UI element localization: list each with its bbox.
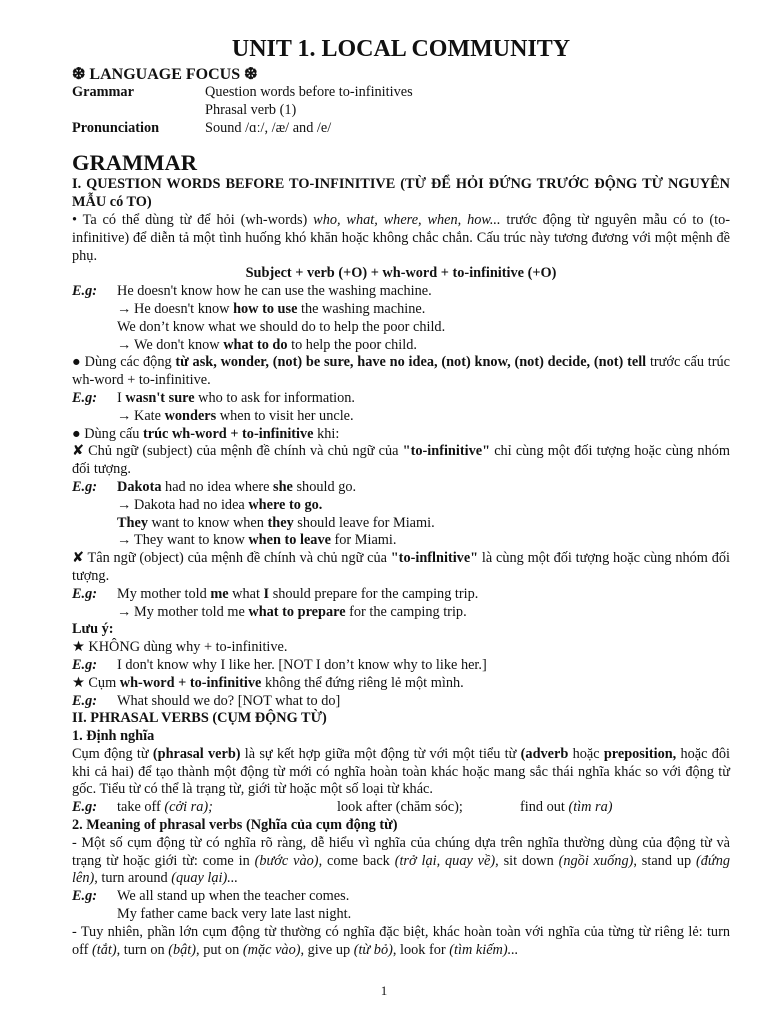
example-rewrite: → He doesn't know how to use the washing machine. (117, 300, 426, 317)
note-item: ★ KHÔNG dùng why + to-infinitive. (72, 639, 288, 656)
definition-paragraph: Cụm động từ (phrasal verb) là sự kết hợp giữa một động từ với một tiểu từ (adverb hoặc preposition, hoặc đôi khi cả hai) để tạo thành một động từ mới có nghĩa hoàn toàn khác hoặc mang sắc thái nghĩa khác so với động từ gốc. Tiểu từ có thể là trạng từ, giới từ hoặc một số loại từ khác. (72, 745, 731, 798)
example-rewrite: → They want to know when to leave for Miami. (117, 532, 397, 549)
pronunciation-row (72, 120, 730, 138)
bullet-paragraph: ● Dùng cấu trúc wh-word + to-infinitive khi: (72, 425, 340, 442)
note-item: ★ Cụm wh-word + to-infinitive không thể đứng riêng lẻ một mình. (72, 674, 464, 691)
pronunciation-label: Pronunciation (72, 119, 160, 136)
section-2-heading: II. PHRASAL VERBS (CỤM ĐỘNG TỪ) (72, 710, 327, 727)
grammar-row (72, 84, 730, 102)
eg-label: E.g: (72, 389, 98, 406)
eg-label: E.g: (72, 888, 98, 905)
example: E.g: I don't know why I like her. [NOT I don’t know why to like her.] (72, 656, 487, 673)
eg-label: E.g: (72, 692, 98, 709)
eg-label: E.g: (72, 478, 98, 495)
subheading-meaning: 2. Meaning of phrasal verbs (Nghĩa của cụm động từ) (72, 817, 398, 834)
arrow-right-icon: → (117, 300, 132, 317)
page-content (72, 34, 730, 959)
bullet-paragraph: ● Dùng các động từ ask, wonder, (not) be sure, have no idea, (not) know, (not) decide, (not) tell trước cấu trúc wh-word + to-infinitive. (72, 354, 730, 389)
example: E.g: We all stand up when the teacher comes. (72, 888, 350, 905)
grammar-item: Phrasal verb (1) (205, 101, 297, 118)
eg-label: E.g: (72, 656, 98, 673)
condition-paragraph: ✘ Chủ ngữ (subject) của mệnh đề chính và chủ ngữ của "to-infinitive" chỉ cùng một đối tượng hoặc cùng nhóm đối tượng. (72, 443, 730, 478)
page-title: UNIT 1. LOCAL COMMUNITY (231, 36, 571, 62)
formula: Subject + verb (+O) + wh-word + to-infinitive (+O) (245, 265, 557, 282)
subheading-definition: 1. Định nghĩa (72, 728, 155, 745)
eg-label: E.g: (72, 283, 98, 300)
eg-label: E.g: (72, 585, 98, 602)
pronunciation-item: Sound /ɑː/, /æ/ and /e/ (205, 119, 332, 136)
meaning-paragraph: - Một số cụm động từ có nghĩa rõ ràng, dễ hiểu vì nghĩa của chúng dựa trên nghĩa thường dùng của động từ và trạng từ hoặc giới từ: come in (bước vào), come back (trở lại, quay về), sit down (ngồi xuống), stand up (đứng lên), turn around (quay lại)... (72, 834, 731, 887)
arrow-right-icon: → (117, 336, 132, 353)
example: E.g: I wasn't sure who to ask for information. (72, 389, 356, 406)
arrow-right-icon: → (117, 532, 132, 549)
example-rewrite: → Kate wonders when to visit her uncle. (117, 407, 354, 424)
arrow-right-icon: → (117, 603, 132, 620)
note-label: Lưu ý: (72, 621, 114, 638)
grammar-item: Question words before to-infinitives (205, 84, 413, 100)
example: E.g: What should we do? [NOT what to do] (72, 692, 341, 709)
eg-label: E.g: (72, 799, 98, 816)
example: They want to know when they should leave for Miami. (117, 514, 435, 531)
example: E.g: My mother told me what I should prepare for the camping trip. (72, 585, 479, 602)
arrow-right-icon: → (117, 407, 132, 424)
example-rewrite: → We don't know what to do to help the poor child. (117, 336, 417, 353)
grammar-heading: GRAMMAR (72, 150, 197, 176)
section-1-heading: I. QUESTION WORDS BEFORE TO-INFINITIVE (TỪ ĐỂ HỎI ĐỨNG TRƯỚC ĐỘNG TỪ NGUYÊN MẪU có TO) (72, 176, 730, 211)
page-number: 1 (380, 983, 388, 998)
language-focus-heading: ❆ LANGUAGE FOCUS ❆ (72, 66, 258, 83)
example: E.g: He doesn't know how he can use the washing machine. (72, 283, 432, 300)
arrow-right-icon: → (117, 496, 132, 513)
grammar-label: Grammar (72, 84, 134, 100)
grammar-row-2 (72, 102, 730, 120)
meaning-paragraph: - Tuy nhiên, phần lớn cụm động từ thường có nghĩa đặc biệt, khác hoàn toàn với nghĩa của từng từ riêng lẻ: turn off (tắt), turn on (bật), put on (mặc vào), give up (từ bỏ), look for (tìm kiếm)... (72, 923, 730, 958)
example-rewrite: → Dakota had no idea where to go. (117, 496, 323, 513)
intro-paragraph: • Ta có thể dùng từ để hỏi (wh-words) who, what, where, when, how... trước động từ nguyên mẫu có to (to-infinitive) để diễn tả một tình huống khó khăn hoặc không chắc chắn. Cấu trúc này tương đương với một mệnh đề phụ. (72, 211, 730, 264)
example-rewrite: → My mother told me what to prepare for the camping trip. (117, 603, 467, 620)
example: My father came back very late last night. (117, 906, 352, 923)
condition-paragraph: ✘ Tân ngữ (object) của mệnh đề chính và chủ ngữ của "to-inflnitive" là cùng một đối tượng hoặc cùng nhóm đối tượng. (72, 550, 730, 584)
example: We don’t know what we should do to help the poor child. (117, 318, 446, 335)
example: E.g: Dakota had no idea where she should go. (72, 478, 357, 495)
examples-row: E.g: take off (cởi ra); look after (chăm sóc); find out (tìm ra) (72, 799, 613, 816)
